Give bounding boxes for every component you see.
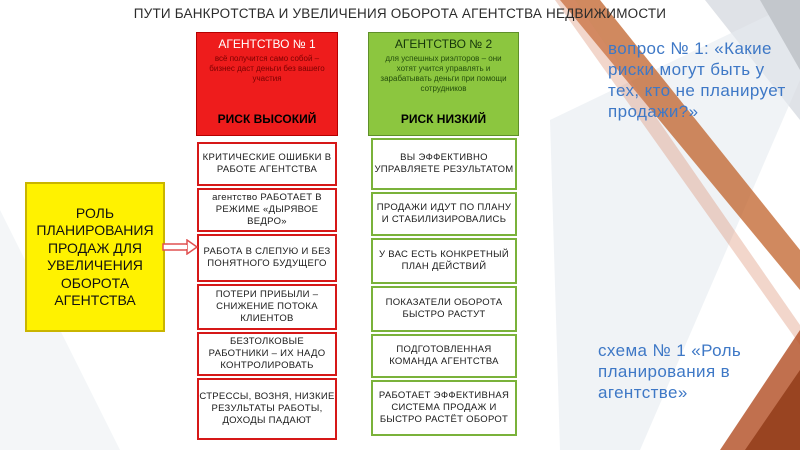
agency-2-item: РАБОТАЕТ ЭФФЕКТИВНАЯ СИСТЕМА ПРОДАЖ И БЫСТРО РАСТЁТ ОБОРОТ: [371, 380, 517, 436]
agency-2-risk: РИСК НИЗКИЙ: [400, 112, 487, 126]
question-text: вопрос № 1: «Какие риски могут быть у тех, кто не планирует продажи?»: [608, 39, 786, 121]
agency-1-header: [196, 32, 338, 136]
agency-2-item: ПОДГОТОВЛЕННАЯ КОМАНДА АГЕНТСТВА: [371, 334, 517, 378]
scheme-caption: схема № 1 «Роль планирования в агентстве»: [598, 341, 742, 402]
role-of-planning-box: РОЛЬ ПЛАНИРОВАНИЯ ПРОДАЖ ДЛЯ УВЕЛИЧЕНИЯ ОБОРОТА АГЕНТСТВА: [25, 182, 165, 332]
agency-2-item: У ВАС ЕСТЬ КОНКРЕТНЫЙ ПЛАН ДЕЙСТВИЙ: [371, 238, 517, 284]
agency-1-item: РАБОТА В СЛЕПУЮ И БЕЗ ПОНЯТНОГО БУДУЩЕГО: [197, 234, 337, 282]
page-title: ПУТИ БАНКРОТСТВА И УВЕЛИЧЕНИЯ ОБОРОТА АГЕНТСТВА НЕДВИЖИМОСТИ: [133, 6, 667, 21]
agency-1-risk: РИСК ВЫСОКИЙ: [217, 112, 317, 126]
agency-2-subtitle: для успешных риэлторов – они хотят учится управлять и зарабатывать деньги при помощи сотрудников: [380, 54, 507, 93]
agency-2-header: [368, 32, 519, 136]
agency-2-item: ПРОДАЖИ ИДУТ ПО ПЛАНУ И СТАБИЛИЗИРОВАЛИСЬ: [371, 192, 517, 236]
agency-2-title: АГЕНТСТВО № 2: [394, 37, 493, 51]
agency-1-item: агентство РАБОТАЕТ В РЕЖИМЕ «ДЫРЯВОЕ ВЕДРО»: [197, 188, 337, 232]
agency-1-item: БЕЗТОЛКОВЫЕ РАБОТНИКИ – ИХ НАДО КОНТРОЛИРОВАТЬ: [197, 332, 337, 376]
agency-2-item: ВЫ ЭФФЕКТИВНО УПРАВЛЯЕТЕ РЕЗУЛЬТАТОМ: [371, 138, 517, 190]
agency-1-item: ПОТЕРИ ПРИБЫЛИ – СНИЖЕНИЕ ПОТОКА КЛИЕНТОВ: [197, 284, 337, 330]
agency-2-item: ПОКАЗАТЕЛИ ОБОРОТА БЫСТРО РАСТУТ: [371, 286, 517, 332]
agency-1-item: СТРЕССЫ, ВОЗНЯ, НИЗКИЕ РЕЗУЛЬТАТЫ РАБОТЫ, ДОХОДЫ ПАДАЮТ: [197, 378, 337, 440]
agency-1-item: КРИТИЧЕСКИЕ ОШИБКИ В РАБОТЕ АГЕНТСТВА: [197, 142, 337, 186]
agency-1-title: АГЕНТСТВО № 1: [218, 37, 316, 51]
agency-1-subtitle: всё получится само собой – бизнес даст деньги без вашего участия: [209, 54, 325, 83]
arrow-right-icon: [162, 239, 198, 255]
